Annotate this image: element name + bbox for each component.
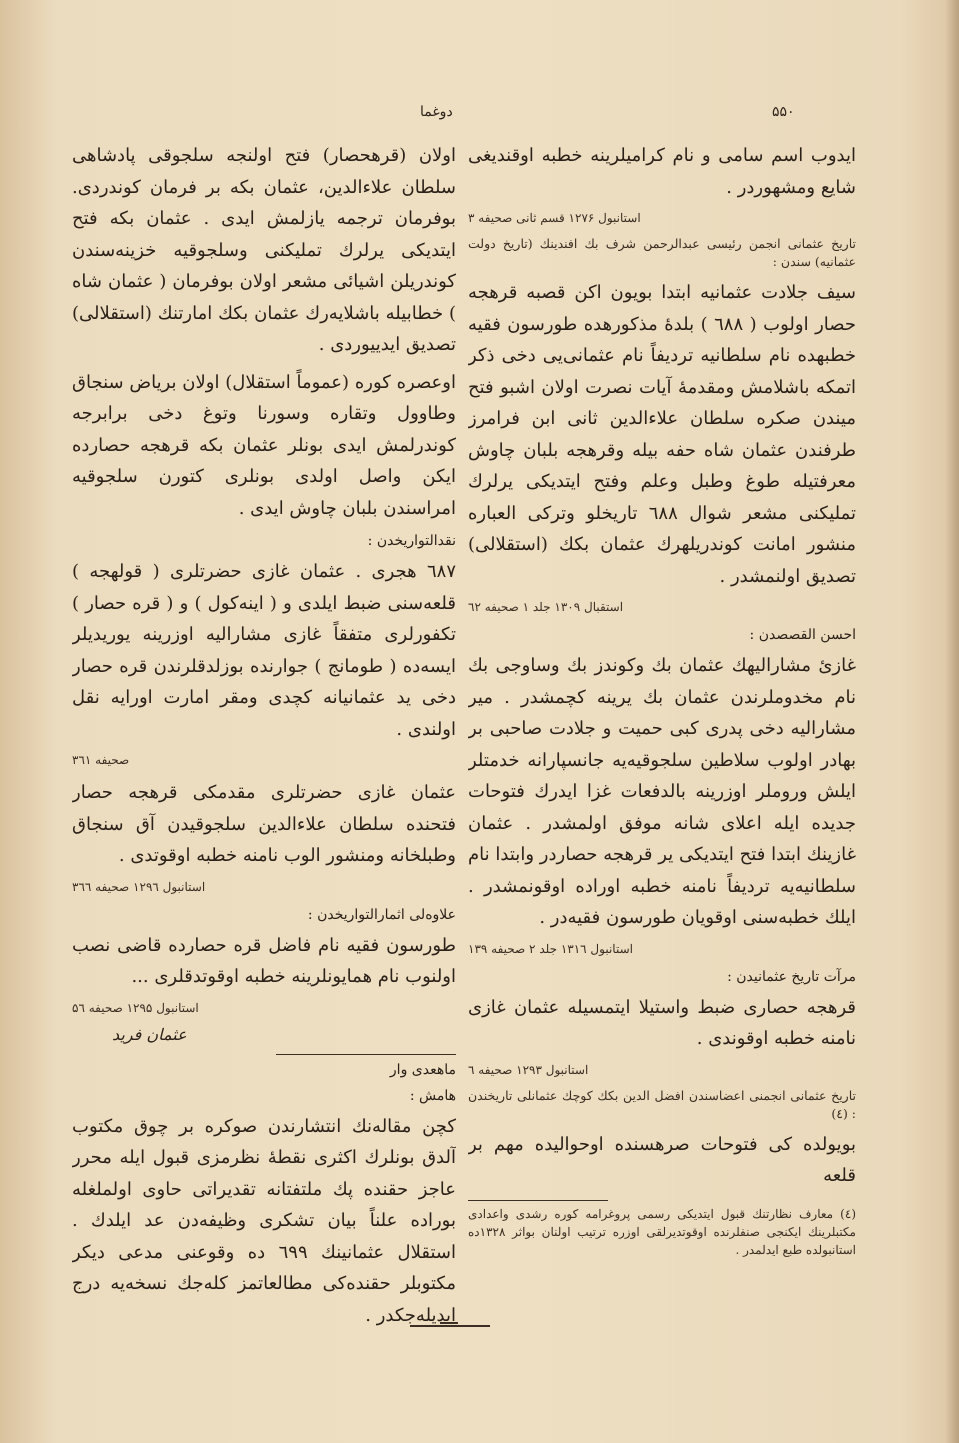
paragraph: ایدوب اسم سامی و نام کرامیلرینه خطبه اوقندیغی شایع ومشهوردر . [468, 145, 856, 198]
divider [276, 1054, 456, 1055]
source-citation: استانبول ۱۲۹۵ صحیفه ۵٦ [72, 1000, 199, 1015]
paragraph: اولان (قرهحصار) فتح اولنجه سلجوقی پادشاهی سلطان علاءالدین، عثمان بکه بر فرمان کوندردی. بوفرمان ترجمه یازلمش ایدی . عثمان بکه فتح ایتدیکی یرلرك تملیکنی وسلجوقیه خزینه‌سندن کوندریلن اشیائی مشعر اولان بوفرمان ( عثمان شاه ) خطابیله باشلایه‌رك عثمان بکك امارتنك (استقلالی) تصدیق ایدییوردی . [72, 145, 456, 355]
paragraph: بویولده کی فتوحات صرهسنده اوحوالیده مهم بر قلعه [468, 1133, 856, 1186]
running-header: دوغما [420, 104, 453, 120]
source-citation: استانبول ۱۳۱٦ جلد ۲ صحیفه ۱۳۹ [468, 941, 633, 956]
section-heading: نقدالتواریخدن : [367, 533, 456, 549]
paragraph: غازیٔ مشارالیهك عثمان بك وکوندز بك وساوجی بك نام مخدوملرندن عثمان بك یرینه کچمشدر . میر مشارالیه دخی پدری کبی حمیت و جلادت صاحبی بر بهادر اولوب سلاطین سلجوقیه‌یه جانسپارانه خدمتلر ایلش وروملر اوزرینه بالدفعات غزا ایدرك فتوحات جدیده ایله اعلای شانه موفق اولمشدر . عثمان غازینك ابتدا فتح ایتدیکی یر قرهجه حصاردر وابتدا نام سلطانیه‌یه تردیفاً نامنه خطبه اوراده اوقونمشدر . ایلك خطبه‌سنی اوقویان طورسون فقیه‌در . [468, 655, 856, 928]
footnote: (٤) معارف نظارتنك قبول ایتدیکی رسمی پروغرامه کوره رشدی واعدادی مکتبلرینك ایکنجی صنفلرنده اوقوتدیرلقی اوزره ترتیب اولنان بواثر ۱۳۲۸ده استانبولده طبع ایدلمدر . [468, 1206, 856, 1257]
paragraph: سیف جلادت عثمانیه ابتدا بویون اکن قصبه قرهجه حصار اولوب ( ٦٨٨ ) بلدهٔ مذکورهده طورسون فقیه خطبهده نام سلطانیه تردیفاً نام عثمانی‌یی دخی ذکر اتمکه باشلامش ومقدمهٔ آیات نصرت اولان اشبو فتح میندن صکره سلطان علاءالدین ثانی ابن فرامرز طرفندن عثمان شاه حفه بیله وقرهجه بلبان چاوش معرفتیله طوغ وطبل وعلم وفتح ایتدیکی یرلرك تملیکنی مشعر شوال ٦٨٨ تاریخلو وترکی العباره منشور امانت کوندریلهرك عثمان بکك (استقلالی) تصدیق اولنمشدر . [468, 282, 856, 587]
source-citation: استقبال ۱۳۰۹ جلد ۱ صحیفه ٦۲ [468, 600, 624, 614]
paragraph: کچن مقاله‌نك انتشارندن صوکره بر چوق مکتوب آلدق بونلرك اکثری نقطهٔ نظرمزی قبول ایله محرر عاجز حقنده پك ملتفتانه تقدیراتی حاوی اولملغله بوراده علناً بیان تشکری وظیفه‌دن عد ایلدك . استقلال عثمانینك ٦۹۹ ده وقوعنی مدعی دیکر مکتوبلر حقنده‌کی مطالعاتمز کله‌جك نسخه‌یه درج ایدیله‌جکدر . [72, 1115, 456, 1326]
end-ornament [410, 1325, 490, 1331]
author-signature: عثمان فرید [112, 1024, 187, 1044]
footnote-rule [468, 1200, 608, 1201]
section-heading: علاوه‌لی اثمارالتواریخدن : [307, 906, 456, 923]
source-citation: استانبول ۱۲۹٦ صحیفه ۳٦٦ [72, 879, 206, 894]
right-column [468, 140, 856, 1350]
source-intro: تاریخ عثمانی انجمنی اعضاسندن افضل الدین بکك کوچك عثمانلی تاریخندن : (٤) [468, 1087, 856, 1121]
source-intro: تاریخ عثمانی انجمن رئیسی عبدالرحمن شرف بك افندینك (تاریخ دولت عثمانیه) سندن : [468, 236, 856, 269]
section-heading: احسن القصصدن : [749, 627, 856, 643]
paragraph: اوعصره کوره (عموماً استقلال) اولان بریاض سنجاق وطاوول وتقاره وسورنا وتوغ دخی برابرجه کوندرلمش ایدی بونلر عثمان بکه قرهجه حصارده ایکن واصل اولدی بونلری کتورن سلجوقیه امراسندن بلبان چاوش ایدی . [72, 371, 456, 519]
source-citation: صحیفه ۳٦۱ [72, 753, 130, 767]
paragraph: ٦٨٧ هجری . عثمان غازی حضرتلری ( قولهجه ) قلعه‌سنی ضبط ایلدی و ( اینه‌کول ) و ( قره حصار ) تکفورلری متفقاً غازی مشارالیه اوزرینه یوریدیلر ایسه‌ده ( طومانج ) جوارنده بوزلدقلرندن قره حصار دخی ید عثمانیانه کچدی ومقر امارت اورایه نقل اولندی . [72, 561, 456, 740]
source-citation: استانبول ۱۲۹۳ صحیفه ٦ [468, 1062, 589, 1077]
paragraph: عثمان غازی حضرتلری مقدمکی قرهجه حصار فتحنده سلطان علاءالدین سلجوقیدن آق سنجاق وطبلخانه ومنشور الوب نامنه خطبه اوقوتدی . [72, 782, 456, 866]
page-number: ۵۵۰ [772, 104, 795, 120]
paragraph: طورسون فقیه نام فاضل قره حصارده قاضی نصب اولنوب نام همایونلرینه خطبه اوقوتدقلری ... [72, 934, 456, 987]
paragraph: قرهجه حصاری ضبط واستیلا ایتمسیله عثمان غازی نامنه خطبه اوقوندی . [468, 996, 856, 1049]
left-column [72, 140, 456, 1350]
continued-note: ماهعدی وار [389, 1061, 456, 1078]
source-citation: استانبول ۱۲۷۶ قسم ثانی صحیفه ۳ [468, 211, 641, 225]
note-label: هامش : [409, 1087, 456, 1104]
section-heading: مرآت تاریخ عثمانیدن : [727, 968, 856, 985]
binding-shadow [945, 0, 959, 1443]
